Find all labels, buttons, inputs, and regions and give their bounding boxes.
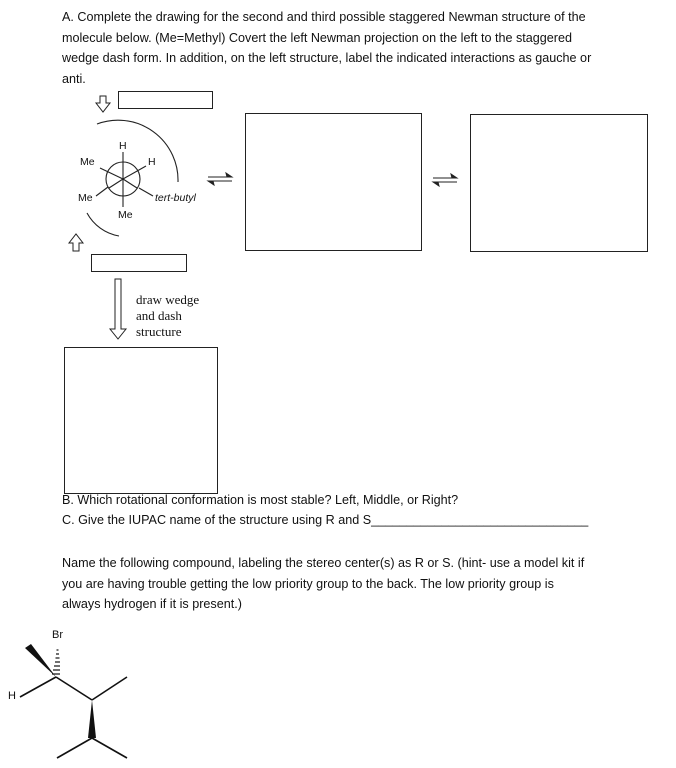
wedge-dash-line-2: and dash <box>136 308 182 323</box>
name-prompt-line-3: always hydrogen if it is present.) <box>62 597 242 611</box>
answer-blank[interactable]: _______________________________ <box>371 513 589 527</box>
back-left-label: Me <box>78 192 93 204</box>
arrow-down-icon <box>96 96 110 112</box>
question-a-line-3: wedge dash form. In addition, on the left structure, label the indicated interactions as gauche or <box>62 51 592 65</box>
wedge-dash-line-1: draw wedge <box>136 292 200 307</box>
front-top-label: H <box>119 140 127 152</box>
question-a-line-4: anti. <box>62 71 86 86</box>
equilibrium-arrow-icon <box>433 174 457 186</box>
front-right-label: H <box>148 156 156 168</box>
dash-bond <box>52 650 60 674</box>
wedge-bond <box>88 700 96 738</box>
wedge-dash-line-3: structure <box>136 324 182 339</box>
front-left-label: Me <box>80 156 95 168</box>
wedge-bond <box>25 644 56 677</box>
bromine-label: Br <box>52 629 63 641</box>
back-bottom-label: Me <box>118 209 133 221</box>
question-c <box>62 510 588 531</box>
back-right-label: tert-butyl <box>155 192 196 204</box>
skeletal-structure <box>20 677 127 758</box>
name-prompt <box>62 553 662 615</box>
name-prompt-line-2: you are having trouble getting the low priority group to the back. The low priority group is <box>62 576 554 591</box>
hydrogen-label: H <box>8 690 16 702</box>
question-a-line-2: molecule below. (Me=Methyl) Covert the left Newman projection on the left to the staggered <box>62 30 572 45</box>
arrow-up-icon <box>69 234 83 251</box>
question-c-text: C. Give the IUPAC name of the structure using R and S <box>62 513 372 527</box>
question-b: B. Which rotational conformation is most stable? Left, Middle, or Right? <box>62 493 459 507</box>
name-prompt-line-1: Name the following compound, labeling the stereo center(s) as R or S. (hint- use a model kit if <box>62 556 585 570</box>
long-arrow-down-icon <box>110 279 126 339</box>
equilibrium-arrow-icon <box>208 173 232 185</box>
wedge-dash-instruction <box>136 292 199 340</box>
question-a-line-1: A. Complete the drawing for the second and third possible staggered Newman structure of the <box>62 10 586 24</box>
